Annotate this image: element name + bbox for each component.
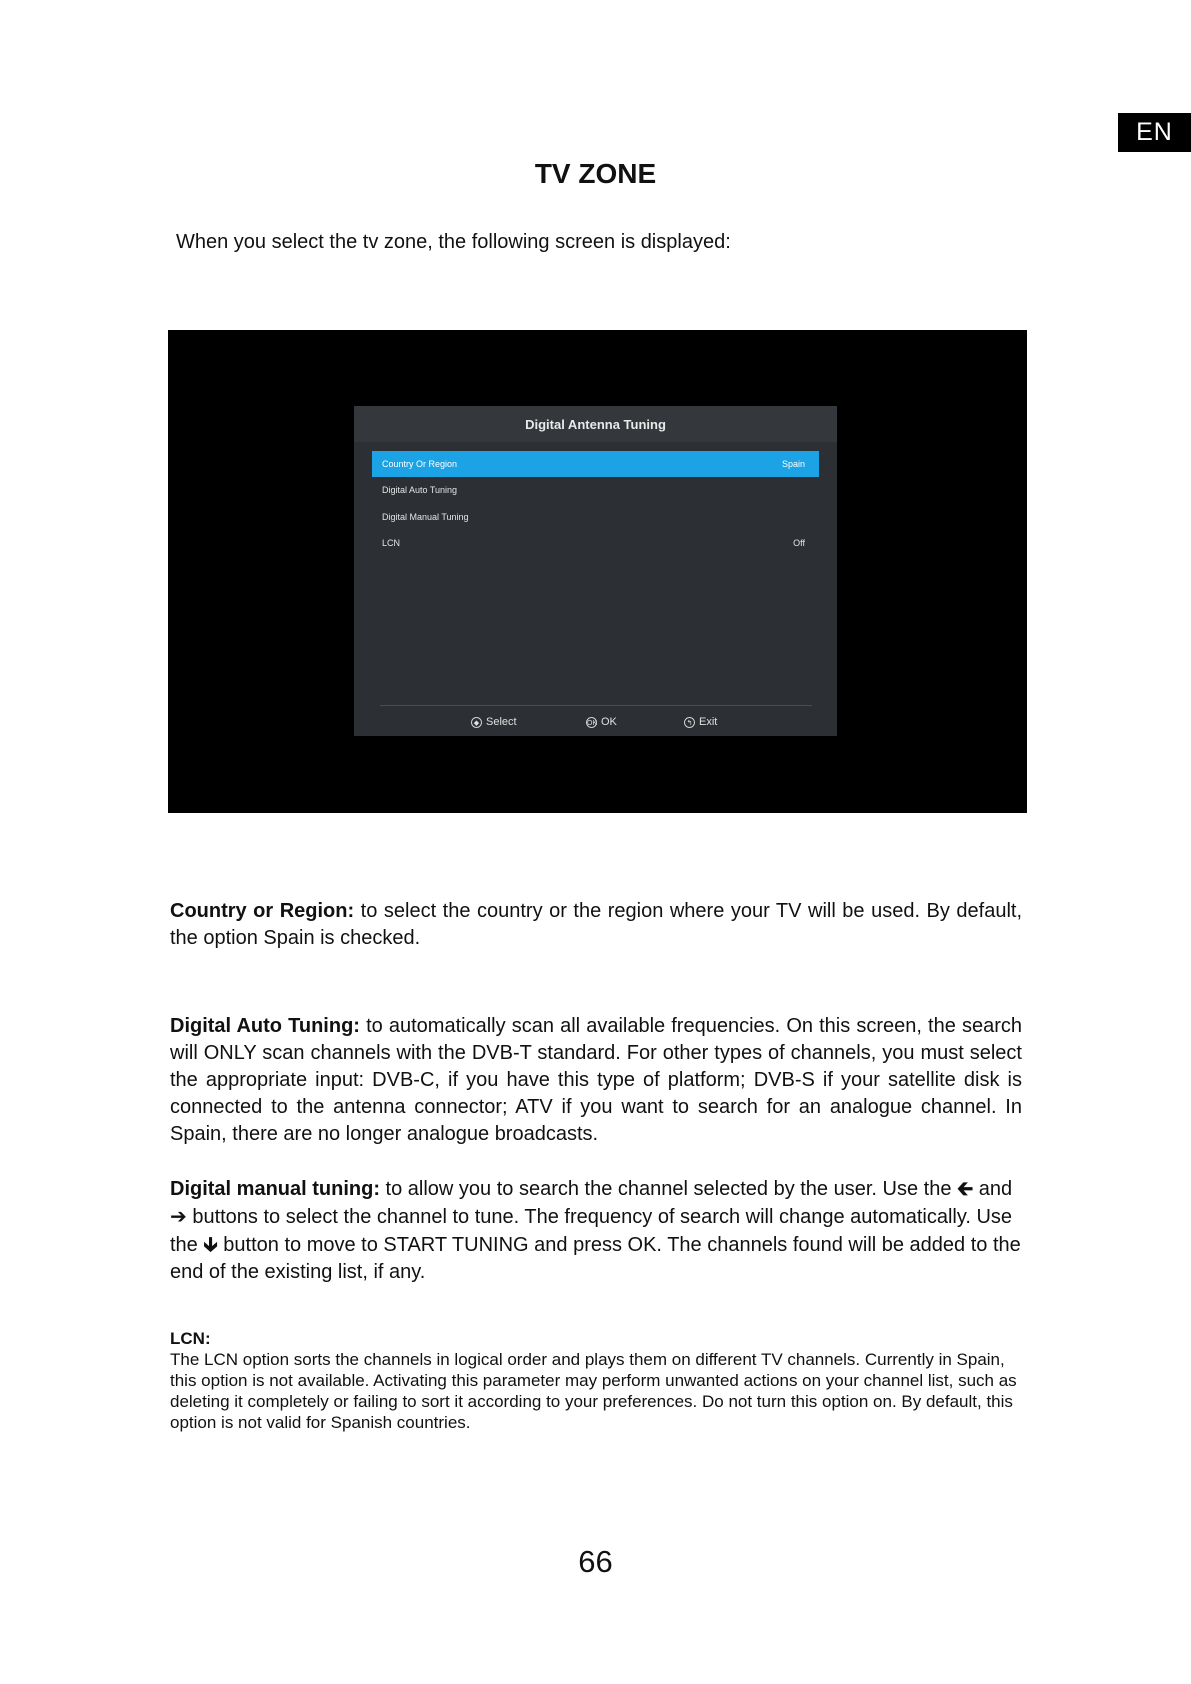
menu-row-auto-tuning[interactable] xyxy=(372,477,819,503)
section-term: Digital manual tuning: xyxy=(170,1178,380,1200)
tuning-menu-title: Digital Antenna Tuning xyxy=(354,406,837,442)
section-body: The LCN option sorts the channels in logical order and plays them on different TV channels. Currently in Spain, this option is not available. Activating this parameter may perform unwanted actions on your channel list, such as deleting it completely or failing to sort it according to your preferences. Do not turn this option on. By default, this option is not valid for Spanish countries. xyxy=(170,1350,1017,1432)
section-country xyxy=(170,898,1022,952)
tuning-menu-panel xyxy=(354,406,837,736)
menu-row-label: LCN xyxy=(382,538,401,548)
section-auto-tuning xyxy=(170,1013,1022,1148)
section-term: Country or Region: xyxy=(170,900,355,922)
section-body: button to move to START TUNING and press OK. The channels found will be added to the end of the existing list, if any. xyxy=(170,1234,1021,1283)
exit-button-icon: ↰ xyxy=(684,717,695,728)
footer-divider xyxy=(380,705,812,706)
footer-label: Select xyxy=(486,716,517,728)
menu-row-label: Country Or Region xyxy=(382,459,458,469)
section-term: Digital Auto Tuning: xyxy=(170,1015,360,1037)
ok-button-icon: OK xyxy=(586,717,597,728)
dpad-icon: ◆ xyxy=(471,717,482,728)
menu-row-lcn[interactable] xyxy=(372,530,819,556)
right-arrow-icon: ➔ xyxy=(170,1204,187,1228)
language-badge: EN xyxy=(1118,113,1191,152)
footer-exit-hint xyxy=(684,715,717,729)
section-body: to select the country or the region where your TV will be used. By default, the option Spain is checked. xyxy=(170,900,1022,949)
menu-row-value: Spain xyxy=(781,459,805,469)
down-arrow-icon: 🡳 xyxy=(203,1232,218,1256)
section-manual-tuning xyxy=(170,1175,1022,1286)
page-number: 66 xyxy=(578,1544,613,1579)
tv-screenshot xyxy=(168,330,1027,813)
left-arrow-icon: 🡰 xyxy=(957,1176,974,1200)
footer-ok-hint xyxy=(586,715,617,729)
page-title: TV ZONE xyxy=(534,158,657,189)
menu-row-label: Digital Manual Tuning xyxy=(382,512,469,522)
menu-row-label: Digital Auto Tuning xyxy=(382,485,458,495)
footer-select-hint xyxy=(471,715,517,729)
section-body: to automatically scan all available frequencies. On this screen, the search will ONLY scan channels with the DVB-T standard. For other types of channels, you must select the appropriate input: DVB-C, if you have this type of platform; DVB-S if your satellite disk is connected to the antenna connector; ATV if you want to search for an analogue channel. In Spain, there are no longer analogue broadcasts. xyxy=(170,1015,1023,1145)
menu-row-manual-tuning[interactable] xyxy=(372,504,819,530)
section-body: buttons to select the channel to tune. The frequency of search will change automatically. Use the xyxy=(170,1206,1013,1256)
section-body: and xyxy=(973,1178,1013,1200)
menu-row-value: Off xyxy=(793,538,805,548)
section-body: to allow you to search the channel selected by the user. Use the xyxy=(380,1178,958,1200)
footer-label: OK xyxy=(601,716,617,728)
section-term: LCN: xyxy=(170,1329,211,1348)
footer-label: Exit xyxy=(699,716,718,728)
menu-row-country[interactable] xyxy=(372,451,819,477)
section-lcn xyxy=(170,1328,1022,1433)
intro-text: When you select the tv zone, the following screen is displayed: xyxy=(176,231,731,253)
